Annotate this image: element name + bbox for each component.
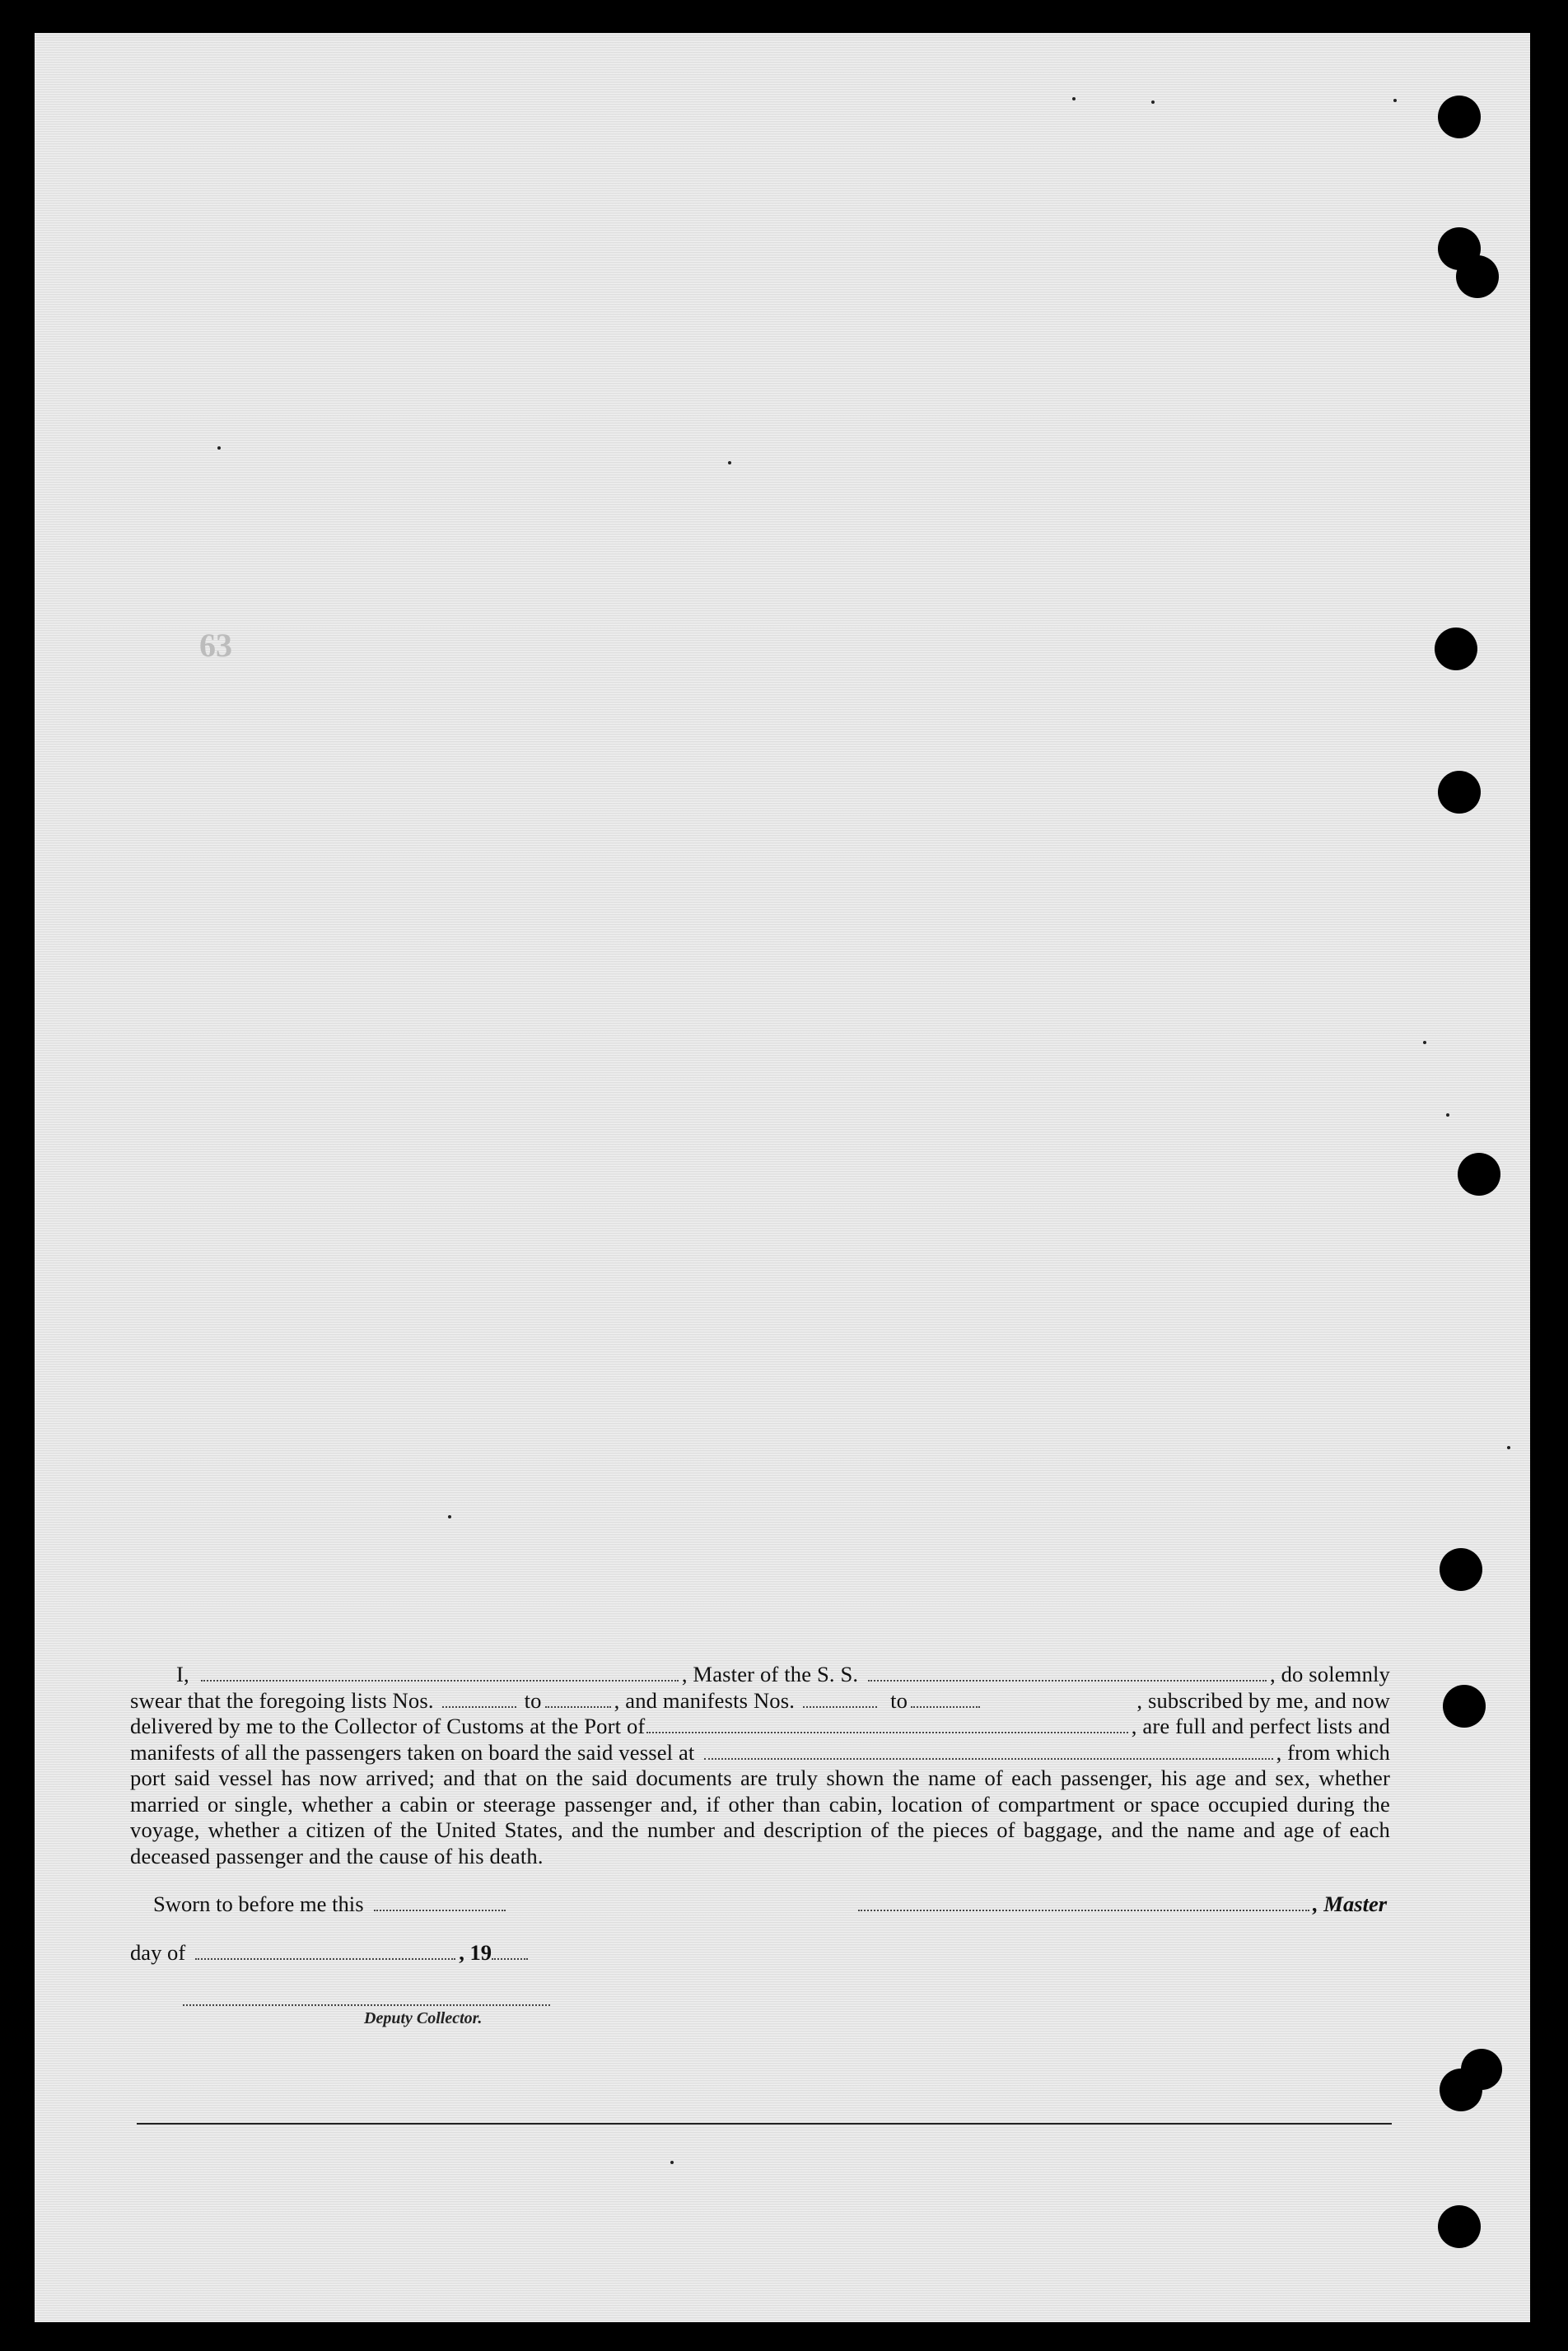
lists-to-blank[interactable] [545,1690,611,1708]
punch-hole [1440,1548,1482,1591]
oath-text: , and manifests Nos. [614,1687,796,1713]
oath-line-4 [130,1740,1390,1766]
speck [1151,100,1155,104]
master-name-blank[interactable] [201,1663,679,1682]
master-label: , Master [1313,1892,1388,1916]
punch-hole [1438,2205,1481,2248]
manifests-from-blank[interactable] [803,1690,877,1708]
oath-text: swear that the foregoing lists Nos. [130,1687,434,1713]
speck [448,1515,451,1518]
deputy-collector-label: Deputy Collector. [364,2009,483,2027]
faint-mark: 63 [199,627,232,664]
oath-line-3 [130,1714,1390,1740]
punch-hole [1456,255,1499,298]
manifests-to-blank[interactable] [911,1690,980,1708]
punch-hole [1443,1685,1486,1728]
sworn-line [153,1892,509,1917]
lists-from-blank[interactable] [442,1690,516,1708]
port-blank[interactable] [646,1715,1127,1733]
speck [1072,97,1076,100]
sworn-date-blank[interactable] [374,1893,506,1911]
embarkation-port-blank[interactable] [704,1742,1272,1760]
oath-text: delivered by me to the Collector of Customs at the Port of [130,1714,646,1738]
oath-text: , Master of the S. S. [681,1662,859,1686]
speck [217,446,221,450]
year-blank[interactable] [492,1942,528,1960]
month-blank[interactable] [195,1942,455,1960]
punch-hole [1438,771,1481,814]
deputy-signature-blank[interactable] [183,2004,550,2006]
oath-text: to [524,1687,542,1713]
speck [728,461,731,464]
oath-line-2 [130,1688,1390,1714]
punch-hole [1458,1153,1500,1196]
oath-text: I, [176,1662,189,1686]
sworn-text: Sworn to before me this [153,1892,364,1916]
speck [670,2161,674,2164]
bottom-rule [137,2123,1392,2125]
oath-text: , subscribed by me, and now [1136,1687,1390,1713]
oath-text: manifests of all the passengers taken on board the said vessel at [130,1739,695,1765]
oath-text: , are full and perfect lists and [1131,1714,1390,1738]
oath-text: , do solemnly [1270,1662,1390,1686]
speck [1507,1446,1510,1449]
oath-text: to [890,1687,908,1713]
punch-hole [1438,96,1481,138]
form-sheet [35,33,1530,2322]
year-prefix: , 19 [459,1940,492,1965]
speck [1393,99,1397,102]
day-of-line [130,1940,531,1966]
oath-line-1 [130,1662,1390,1688]
ship-name-blank[interactable] [868,1663,1267,1682]
punch-hole [1461,2049,1502,2090]
day-of-text: day of [130,1940,186,1965]
master-signature-blank[interactable] [858,1893,1309,1911]
master-signature-line [855,1892,1387,1917]
punch-hole [1435,627,1477,670]
speck [1446,1113,1449,1117]
oath-body: port said vessel has now arrived; and that on the said documents are truly shown the name of each passenger, his age and sex, whether married or single, whether a cabin or steerage passenger and, if other than cabin, location of compartment or space occupied during the voyage, whether a citizen of the United States, and the number and description of the pieces of baggage, and the name and age of each deceased passenger and the cause of his death. [130,1766,1390,1868]
oath-paragraph [130,1662,1390,1869]
oath-text: , from which [1276,1739,1390,1765]
speck [1423,1041,1426,1044]
